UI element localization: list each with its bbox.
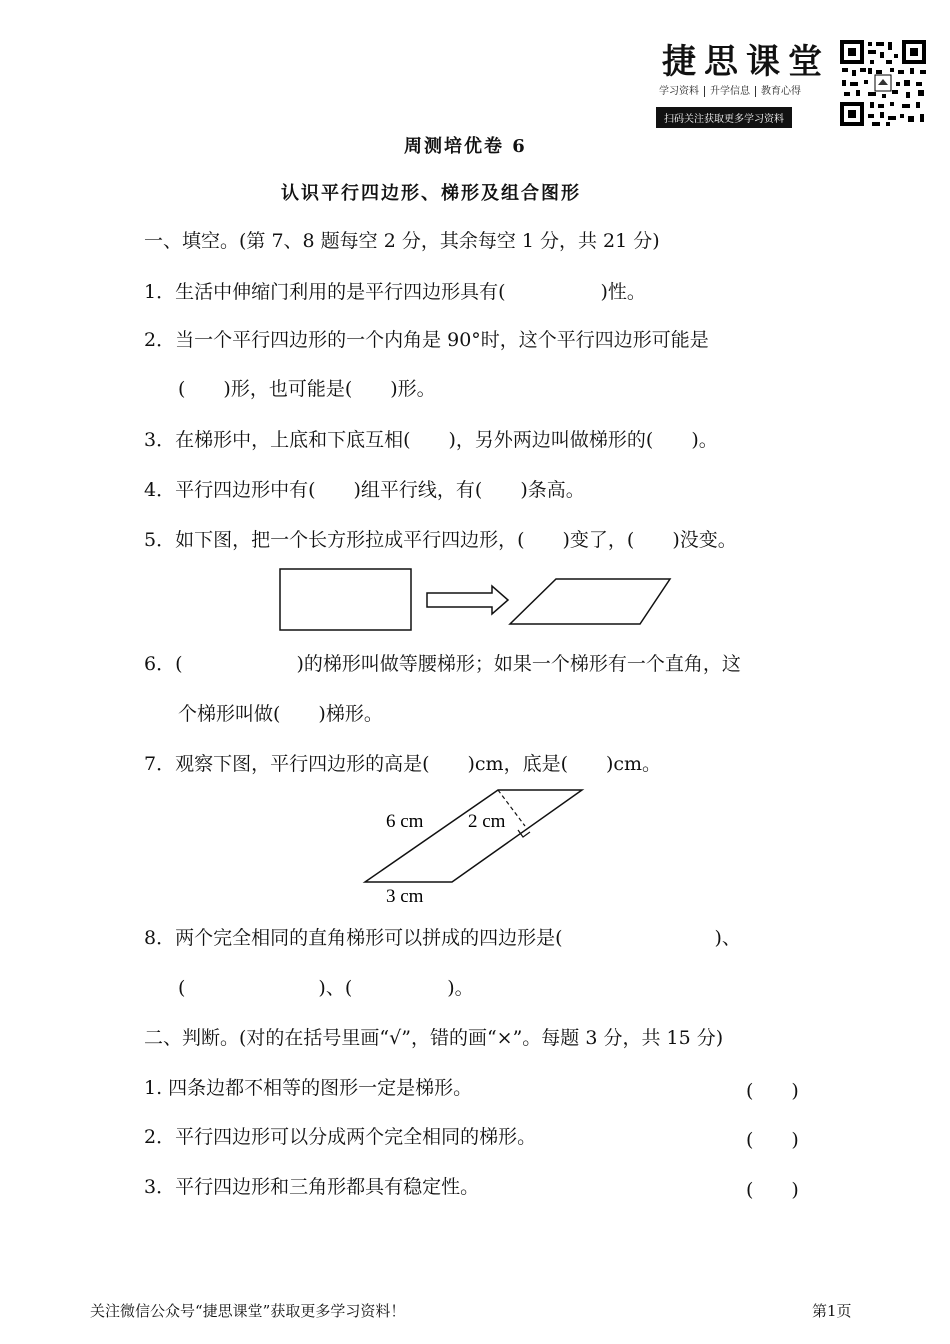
rectangle-shape [280, 569, 411, 630]
question-5: 5．如下图，把一个长方形拉成平行四边形，( )变了，( )没变。 [144, 529, 737, 551]
brand-tags [654, 82, 806, 97]
side-label: 6 cm [386, 811, 424, 832]
brand-banner: 扫码关注获取更多学习资料 [656, 107, 792, 128]
question-6-line1: 6．( )的梯形叫做等腰梯形；如果一个梯形有一个直角，这 [144, 653, 741, 675]
judge-item-2: 2．平行四边形可以分成两个完全相同的梯形。 [144, 1126, 537, 1148]
arrow-icon [427, 586, 508, 614]
page-title: 周测培优卷 6 [404, 136, 527, 157]
brand-tag: 学习资料 [654, 86, 705, 97]
section2-heading: 二、判断。(对的在括号里画“√”，错的画“×”。每题 3 分，共 15 分) [144, 1027, 724, 1049]
question-7: 7．观察下图，平行四边形的高是( )cm，底是( )cm。 [144, 753, 662, 775]
parallelogram-height-figure [360, 780, 590, 910]
judge-item-3: 3．平行四边形和三角形都具有稳定性。 [144, 1176, 480, 1198]
brand-tag: 教育心得 [761, 86, 801, 97]
question-3: 3．在梯形中，上底和下底互相( )，另外两边叫做梯形的( )。 [144, 429, 718, 451]
judge-item-1: 1. 四条边都不相等的图形一定是梯形。 [144, 1077, 473, 1099]
question-6-line2: 个梯形叫做( )梯形。 [178, 703, 383, 725]
parallelogram-outline [365, 790, 582, 882]
qr-code-icon [838, 38, 928, 128]
judge-answer-bracket-1[interactable]: ( ) [746, 1080, 799, 1102]
question-4: 4．平行四边形中有( )组平行线，有( )条高。 [144, 479, 585, 501]
question-1: 1．生活中伸缩门利用的是平行四边形具有( )性。 [144, 281, 646, 303]
question-2-line1: 2．当一个平行四边形的一个内角是 90°时，这个平行四边形可能是 [144, 329, 709, 351]
question-8-line1: 8．两个完全相同的直角梯形可以拼成的四边形是( )、 [144, 927, 741, 949]
rectangle-to-parallelogram-figure [270, 562, 680, 638]
brand-tag: 升学信息 [705, 86, 756, 97]
page-subtitle: 认识平行四边形、梯形及组合图形 [281, 183, 581, 204]
footer-note: 关注微信公众号“捷思课堂”获取更多学习资料！ [90, 1302, 406, 1320]
height-label: 2 cm [468, 811, 506, 832]
page-number: 第1页 [812, 1302, 852, 1320]
base-label: 3 cm [386, 886, 424, 907]
question-2-line2: ( )形，也可能是( )形。 [178, 378, 436, 400]
section1-heading: 一、填空。(第 7、8 题每空 2 分，其余每空 1 分，共 21 分) [144, 230, 660, 252]
question-8-line2: ( )、( )。 [178, 977, 474, 999]
judge-answer-bracket-3[interactable]: ( ) [746, 1179, 799, 1201]
judge-answer-bracket-2[interactable]: ( ) [746, 1129, 799, 1151]
parallelogram-shape [510, 579, 670, 624]
brand-name: 捷思课堂 [662, 42, 830, 82]
